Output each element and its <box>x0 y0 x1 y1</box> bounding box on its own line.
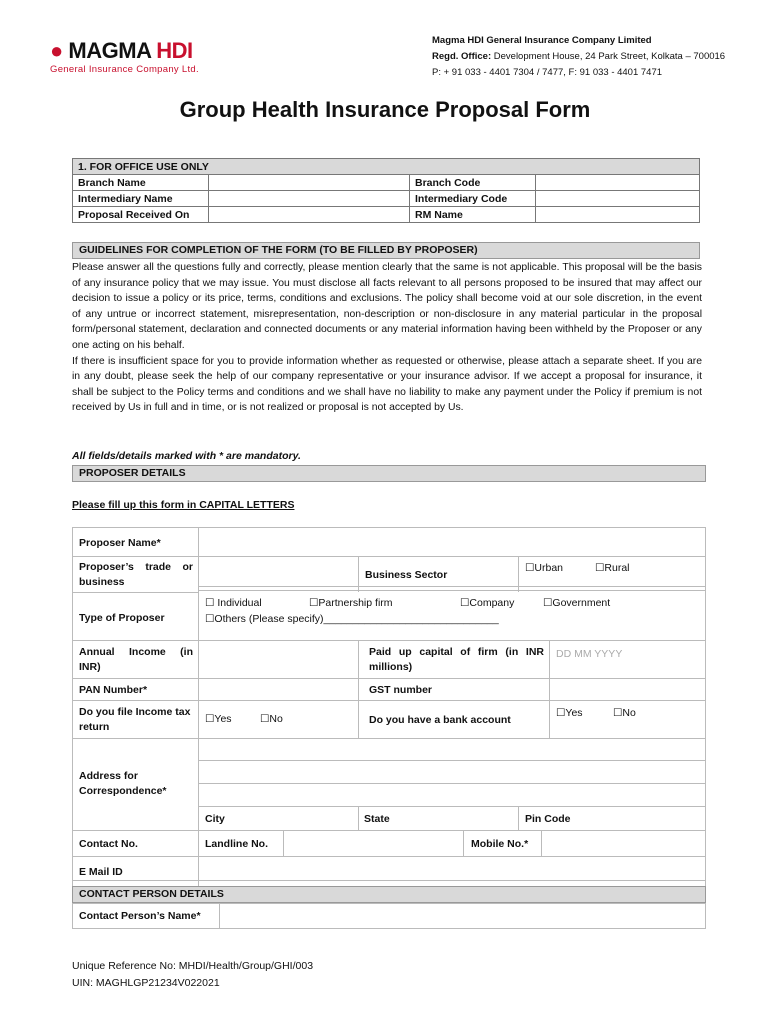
annual-income-label: Annual Income (in INR) <box>79 646 193 673</box>
guidelines-paragraph-2: If there is insufficient space for you to provide information whether as requested or otherwise, please attach a separate sheet. If you are in any doubt, please seek the help of our company representative or your insurance advisor. If we accept a proposal for insurance, it shall be subject to the Policy terms and conditions and we shall have no liability to make any payment under the Policy if premium is not received by Us in full and in time, or is not realized or proposal is not accepted by Us. <box>72 355 702 414</box>
intermediary-code-label: Intermediary Code <box>410 191 536 207</box>
company-checkbox[interactable]: ☐Company <box>460 597 515 609</box>
proposer-details-heading: PROPOSER DETAILS <box>72 465 706 482</box>
contact-person-name-field[interactable] <box>225 907 699 925</box>
itr-yes-checkbox[interactable]: ☐Yes <box>205 713 232 725</box>
pin-code-label: Pin Code <box>525 813 571 825</box>
pan-number-label: PAN Number* <box>79 684 148 696</box>
mobile-field[interactable] <box>547 834 699 852</box>
partnership-checkbox[interactable]: ☐Partnership firm <box>309 597 393 609</box>
office-label: Regd. Office: <box>432 51 492 62</box>
office-use-heading: 1. FOR OFFICE USE ONLY <box>73 159 700 175</box>
contact-person-heading: CONTACT PERSON DETAILS <box>72 886 706 903</box>
proposer-details-table <box>72 527 706 902</box>
business-sector-label: Business Sector <box>365 569 448 581</box>
rm-name-field[interactable] <box>536 207 700 223</box>
email-field[interactable] <box>203 862 699 878</box>
proposal-received-field[interactable] <box>209 207 410 223</box>
guidelines-text <box>72 260 702 416</box>
gst-number-field[interactable] <box>555 681 699 697</box>
contact-person-row <box>72 903 706 929</box>
company-phone: P: + 91 033 - 4401 7304 / 7477, F: 91 033 - 4401 7471 <box>432 67 663 78</box>
footer <box>72 958 313 992</box>
logo-wordmark <box>50 40 220 62</box>
income-tax-return-label: Do you file Income tax return <box>79 706 191 733</box>
annual-income-field[interactable] <box>203 644 353 674</box>
landline-field[interactable] <box>288 834 458 852</box>
mandatory-note: All fields/details marked with * are mandatory. <box>72 450 301 462</box>
state-label: State <box>364 813 390 825</box>
branch-name-label: Branch Name <box>73 175 209 191</box>
paid-up-capital-label: Paid up capital of firm (in INR millions) <box>369 646 544 673</box>
type-of-proposer-label: Type of Proposer <box>79 612 165 624</box>
guidelines-heading: GUIDELINES FOR COMPLETION OF THE FORM (TO BE FILLED BY PROPOSER) <box>72 242 700 259</box>
proposal-received-label: Proposal Received On <box>73 207 209 223</box>
company-name: Magma HDI General Insurance Company Limited <box>432 35 652 46</box>
intermediary-code-field[interactable] <box>536 191 700 207</box>
bank-no-checkbox[interactable]: ☐No <box>613 707 636 719</box>
email-label: E Mail ID <box>79 866 123 878</box>
contact-person-name-label: Contact Person’s Name* <box>79 910 201 922</box>
city-label: City <box>205 813 225 825</box>
capital-letters-note: Please fill up this form in CAPITAL LETTERS <box>72 499 295 511</box>
itr-no-checkbox[interactable]: ☐No <box>260 713 283 725</box>
pan-number-field[interactable] <box>203 681 353 697</box>
government-checkbox[interactable]: ☐Government <box>543 597 611 609</box>
office-use-table <box>72 158 700 223</box>
bank-account-label: Do you have a bank account <box>369 714 511 726</box>
proposer-trade-field[interactable] <box>203 560 353 586</box>
intermediary-name-label: Intermediary Name <box>73 191 209 207</box>
proposer-name-label: Proposer Name* <box>79 537 161 549</box>
others-checkbox[interactable]: ☐Others (Please specify)______________________________ <box>205 613 499 625</box>
logo-swirl-icon: ● <box>50 38 63 63</box>
landline-label: Landline No. <box>205 838 268 850</box>
guidelines-paragraph-1: Please answer all the questions fully and correctly, please mention clearly that the same is not applicable. This proposal will be the basis of any insurance policy that we may issue. You must disclose all facts relevant to all persons proposed to be insured that may affect our decision to issue a policy or its price, terms, conditions and exclusions. The policy shall become void at our sole discretion, in the event of any untrue or incorrect statement, misrepresentation, non-description or non-disclosure in any material particular in the proposal form/personal statement, declaration and connected documents or any material information having been withheld by the Proposer or any one acting on his behalf. <box>72 262 702 351</box>
company-info <box>432 33 752 81</box>
mobile-label: Mobile No.* <box>471 838 529 850</box>
gst-number-label: GST number <box>369 684 433 696</box>
office-address: Development House, 24 Park Street, Kolkata – 700016 <box>493 51 726 62</box>
unique-reference-number: Unique Reference No: MHDI/Health/Group/GHI/003 <box>72 960 314 972</box>
bank-yes-checkbox[interactable]: ☐Yes <box>556 707 583 719</box>
branch-code-field[interactable] <box>536 175 700 191</box>
branch-code-label: Branch Code <box>410 175 536 191</box>
uin-number: UIN: MAGHLGP21234V022021 <box>72 977 220 989</box>
logo-text-magma: MAGMA <box>68 38 151 63</box>
individual-checkbox[interactable]: ☐ Individual <box>205 597 262 609</box>
address-field[interactable] <box>203 741 699 803</box>
paid-up-capital-field[interactable]: DD MM YYYY <box>556 648 623 660</box>
proposer-trade-label: Proposer’s trade or business <box>79 561 193 588</box>
rm-name-label: RM Name <box>410 207 536 223</box>
logo-subtitle: General Insurance Company Ltd. <box>50 64 199 75</box>
rural-checkbox[interactable]: ☐Rural <box>595 562 630 574</box>
branch-name-field[interactable] <box>209 175 410 191</box>
company-logo <box>50 40 220 80</box>
contact-number-label: Contact No. <box>79 838 138 850</box>
proposer-name-field[interactable] <box>205 533 699 551</box>
address-label: Address for Correspondence* <box>79 770 167 797</box>
intermediary-name-field[interactable] <box>209 191 410 207</box>
page-title: Group Health Insurance Proposal Form <box>179 97 591 122</box>
logo-text-hdi: HDI <box>156 38 193 63</box>
urban-checkbox[interactable]: ☐Urban <box>525 562 564 574</box>
